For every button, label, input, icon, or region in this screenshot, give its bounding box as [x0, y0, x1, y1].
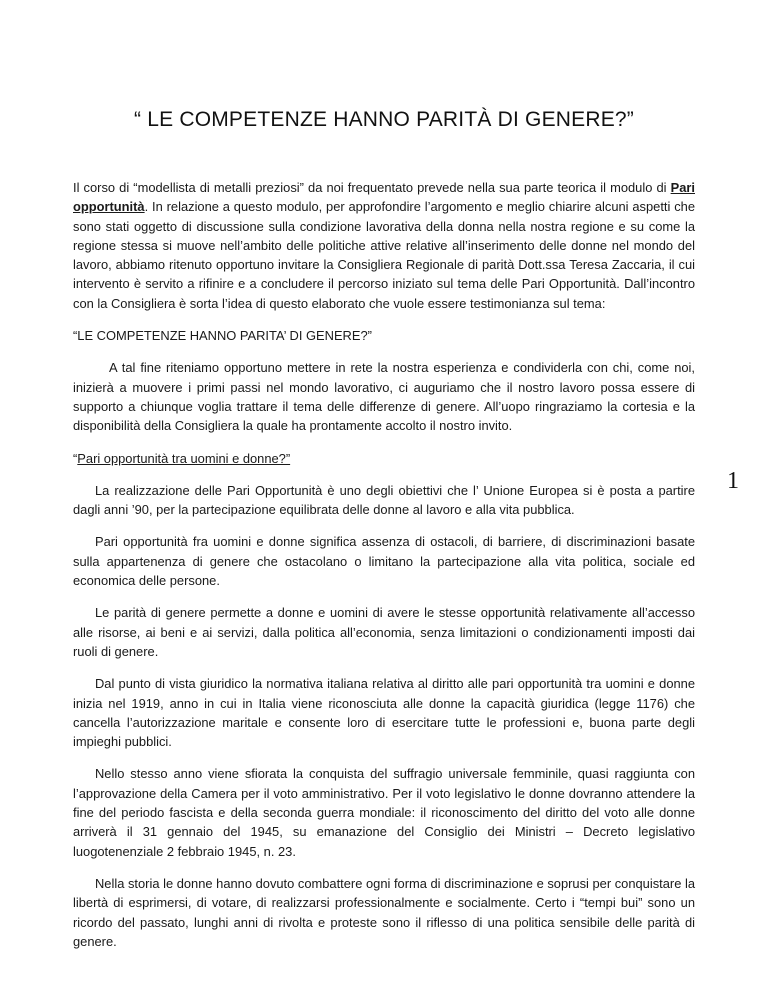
section-heading-quote: “	[73, 450, 78, 466]
paragraph-purpose: A tal fine riteniamo opportuno mettere in rete la nostra esperienza e condividerla con chi, come noi, inizierà a muovere i primi passi nel mondo lavorativo, ci auguriamo che il nostro lavoro possa essere di supporto a chiunque voglia trattare il tema delle differenze di genere. All’uopo ringraziamo la cortesia e la disponibilità della Consigliera la quale ha prontamente accolto il nostro invito.	[73, 360, 695, 434]
paragraph-intro	[73, 178, 695, 313]
document-body	[73, 178, 695, 964]
document-title: “ LE COMPETENZE HANNO PARITÀ DI GENERE?”	[133, 108, 634, 131]
paragraph-legal-history: Dal punto di vista giuridico la normativa italiana relativa al diritto alle pari opportunità tra uomini e donne inizia nel 1919, anno in cui in Italia viene riconosciuta alle donne la capacità giuridica (legge 1176) che cancella l’autorizzazione maritale e consente loro di esercitare tutte le professioni e, buona parte degli impieghi pubblici.	[73, 676, 695, 750]
intro-text-a: Il corso di “modellista di metalli preziosi” da noi frequentato prevede nella sua parte teorica il modulo di	[73, 180, 671, 195]
pari-opportunita-link[interactable]: Pari opportunità	[73, 180, 695, 215]
paragraph-suffrage: Nello stesso anno viene sfiorata la conquista del suffragio universale femminile, quasi raggiunta con l’approvazione della Camera per il voto amministrativo. Per il voto legislativo le donne dovranno attendere la fine del periodo fascista e della seconda guerra mondiale: il riconoscimento del diritto del voto alle donne arriverà il 31 gennaio del 1945, su emanazione del Consiglio dei Ministri – Decreto legislativo luogotenenziale 2 febbraio 1945, n. 23.	[73, 766, 695, 859]
paragraph-theme-title: “LE COMPETENZE HANNO PARITA’ DI GENERE?”	[73, 328, 372, 344]
page-number: 1	[727, 468, 739, 494]
paragraph-gender-parity: Le parità di genere permette a donne e uomini di avere le stesse opportunità relativamente all’accesso alle risorse, ai beni e ai servizi, dalla politica all’economia, senza limitazioni o condizionamenti imposti dai ruoli di genere.	[73, 605, 695, 659]
paragraph-history: Nella storia le donne hanno dovuto combattere ogni forma di discriminazione e soprusi per conquistare la libertà di esprimersi, di votare, di realizzarsi professionalmente e socialmente. Certo i “tempi bui” sono un ricordo del passato, lunghi anni di rivolta e proteste sono il riflesso di una politica sensibile delle parità di genere.	[73, 875, 695, 949]
section-heading-text: Pari opportunità tra uomini e donne?”	[77, 450, 291, 466]
section-heading	[73, 449, 695, 468]
paragraph-eu-objective: La realizzazione delle Pari Opportunità è uno degli obiettivi che l’ Unione Europea si è posta a partire dagli anni ’90, per la partecipazione equilibrata delle donne al lavoro e alla vita pubblica.	[73, 482, 695, 518]
intro-text-b: . In relazione a questo modulo, per approfondire l’argomento e meglio chiarire alcuni aspetti che sono stati oggetto di discussione sulla condizione lavorativa della donna nella nostra regione e su come la regione stessa si muove nell’ambito delle politiche attive relative all’inserimento delle donne nel mondo del lavoro, abbiamo ritenuto opportuno invitare la Consigliera Regionale di parità Dott.ssa Teresa Zaccaria, il cui intervento è servito a rifinire e a concludere il percorso iniziato sul tema delle Pari Opportunità. Dall’incontro con la Consigliera è sorta l’idea di questo elaborato che vuole essere testimonianza sul tema:	[73, 199, 695, 311]
paragraph-definition: Pari opportunità fra uomini e donne significa assenza di ostacoli, di barriere, di discriminazioni basate sulla appartenenza di genere che ostacolano o limitano la partecipazione alla vita politica, sociale ed economica delle persone.	[73, 534, 695, 589]
